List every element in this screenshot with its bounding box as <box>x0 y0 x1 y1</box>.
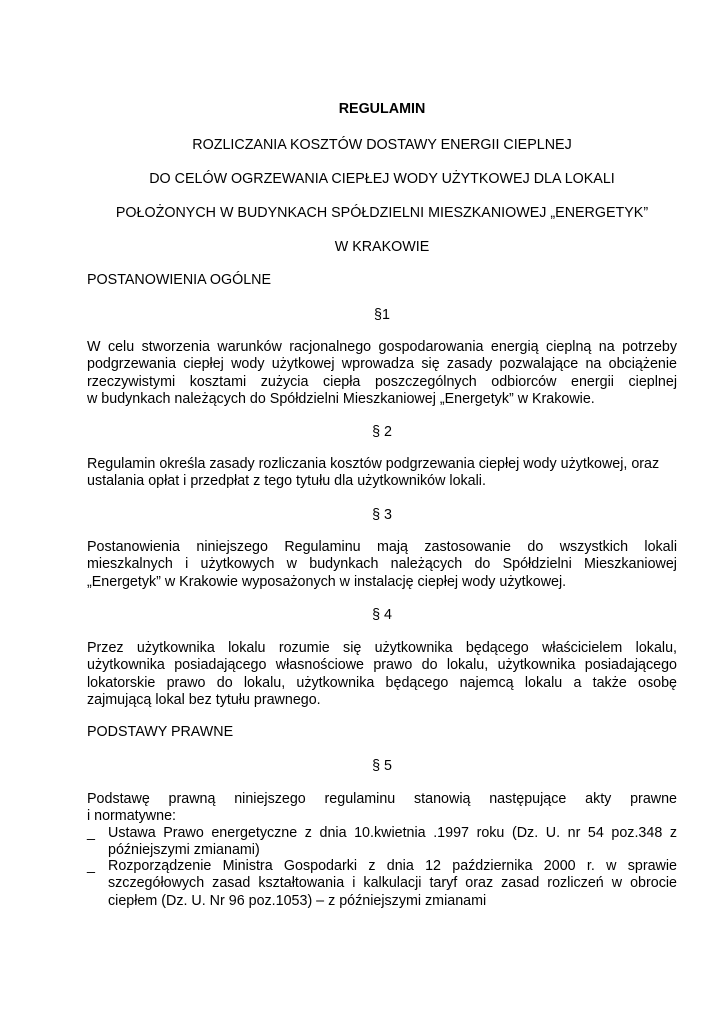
list-bullet: _ <box>87 858 95 874</box>
paragraph-4-line: zajmującą lokal bez tytułu prawnego. <box>87 692 321 709</box>
paragraph-3-line: „Energetyk” w Krakowie wyposażonych w instalację ciepłej wody użytkowej. <box>87 573 567 590</box>
paragraph-4-line: użytkownika posiadającego własnościowe prawo do lokalu, użytkownika posiadającego <box>87 657 677 674</box>
paragraph-4-line: Przez użytkownika lokalu rozumie się użytkownika będącego właścicielem lokalu, <box>87 640 677 656</box>
paragraph-2 <box>87 456 677 491</box>
title-line-3: POŁOŻONYCH W BUDYNKACH SPÓŁDZIELNI MIESZKANIOWEJ „ENERGETYK” <box>115 205 649 221</box>
legal-act-line: Rozporządzenie Ministra Gospodarki z dnia 12 października 2000 r. w sprawie <box>108 858 677 874</box>
paragraph-1-line: W celu stworzenia warunków racjonalnego gospodarowania energią cieplną na potrzeby <box>87 339 677 355</box>
paragraph-2-line: ustalania opłat i przedpłat z tego tytułu dla użytkowników lokali. <box>87 473 486 490</box>
paragraph-1 <box>87 339 677 409</box>
document-title: REGULAMIN <box>338 101 426 117</box>
paragraph-mark-1: §1 <box>374 307 390 323</box>
paragraph-mark-4: § 4 <box>372 607 392 623</box>
list-bullet: _ <box>87 825 95 841</box>
paragraph-5-line: i normatywne: <box>87 808 176 825</box>
paragraph-mark-3: § 3 <box>372 507 392 523</box>
legal-act-line: szczegółowych zasad kształtowania i kalkulacji taryf oraz zasad rozliczeń w obrocie <box>108 875 677 892</box>
paragraph-mark-2: § 2 <box>372 424 392 440</box>
paragraph-mark-5: § 5 <box>372 758 392 774</box>
title-line-4: W KRAKOWIE <box>334 239 430 255</box>
paragraph-1-line: podgrzewania ciepłej wody użytkowej wprowadza się zasady pozwalające na obciążenie <box>87 356 677 373</box>
legal-act-text <box>108 858 677 910</box>
title-line-2: DO CELÓW OGRZEWANIA CIEPŁEJ WODY UŻYTKOWEJ DLA LOKALI <box>149 171 615 187</box>
paragraph-5 <box>87 791 677 826</box>
paragraph-2-line: Regulamin określa zasady rozliczania kosztów podgrzewania ciepłej wody użytkowej, oraz <box>87 456 660 472</box>
section-heading-general: POSTANOWIENIA OGÓLNE <box>87 272 272 288</box>
section-heading-legal: PODSTAWY PRAWNE <box>87 724 234 740</box>
title-line-1: ROZLICZANIA KOSZTÓW DOSTAWY ENERGII CIEPLNEJ <box>192 137 572 153</box>
paragraph-1-line: rzeczywistymi kosztami zużycia ciepła poszczególnych odbiorców energii cieplnej <box>87 373 677 390</box>
legal-act-text <box>108 825 677 860</box>
paragraph-3-line: Postanowienia niniejszego Regulaminu mają zastosowanie do wszystkich lokali <box>87 539 677 555</box>
paragraph-1-line: w budynkach należących do Spółdzielni Mieszkaniowej „Energetyk” w Krakowie. <box>87 391 595 408</box>
paragraph-5-line: Podstawę prawną niniejszego regulaminu stanowią następujące akty prawne <box>87 791 677 807</box>
paragraph-4-line: lokatorskie prawo do lokalu, użytkownika będącego najemcą lokalu a także osobę <box>87 674 677 691</box>
paragraph-3-line: mieszkalnych i użytkowych w budynkach należących do Spółdzielni Mieszkaniowej <box>87 556 677 573</box>
legal-act-line: późniejszymi zmianami) <box>108 842 260 859</box>
legal-act-line: ciepłem (Dz. U. Nr 96 poz.1053) – z późniejszymi zmianami <box>108 892 487 909</box>
legal-act-line: Ustawa Prawo energetyczne z dnia 10.kwietnia .1997 roku (Dz. U. nr 54 poz.348 z <box>108 825 677 841</box>
paragraph-3 <box>87 539 677 591</box>
paragraph-4 <box>87 640 677 710</box>
